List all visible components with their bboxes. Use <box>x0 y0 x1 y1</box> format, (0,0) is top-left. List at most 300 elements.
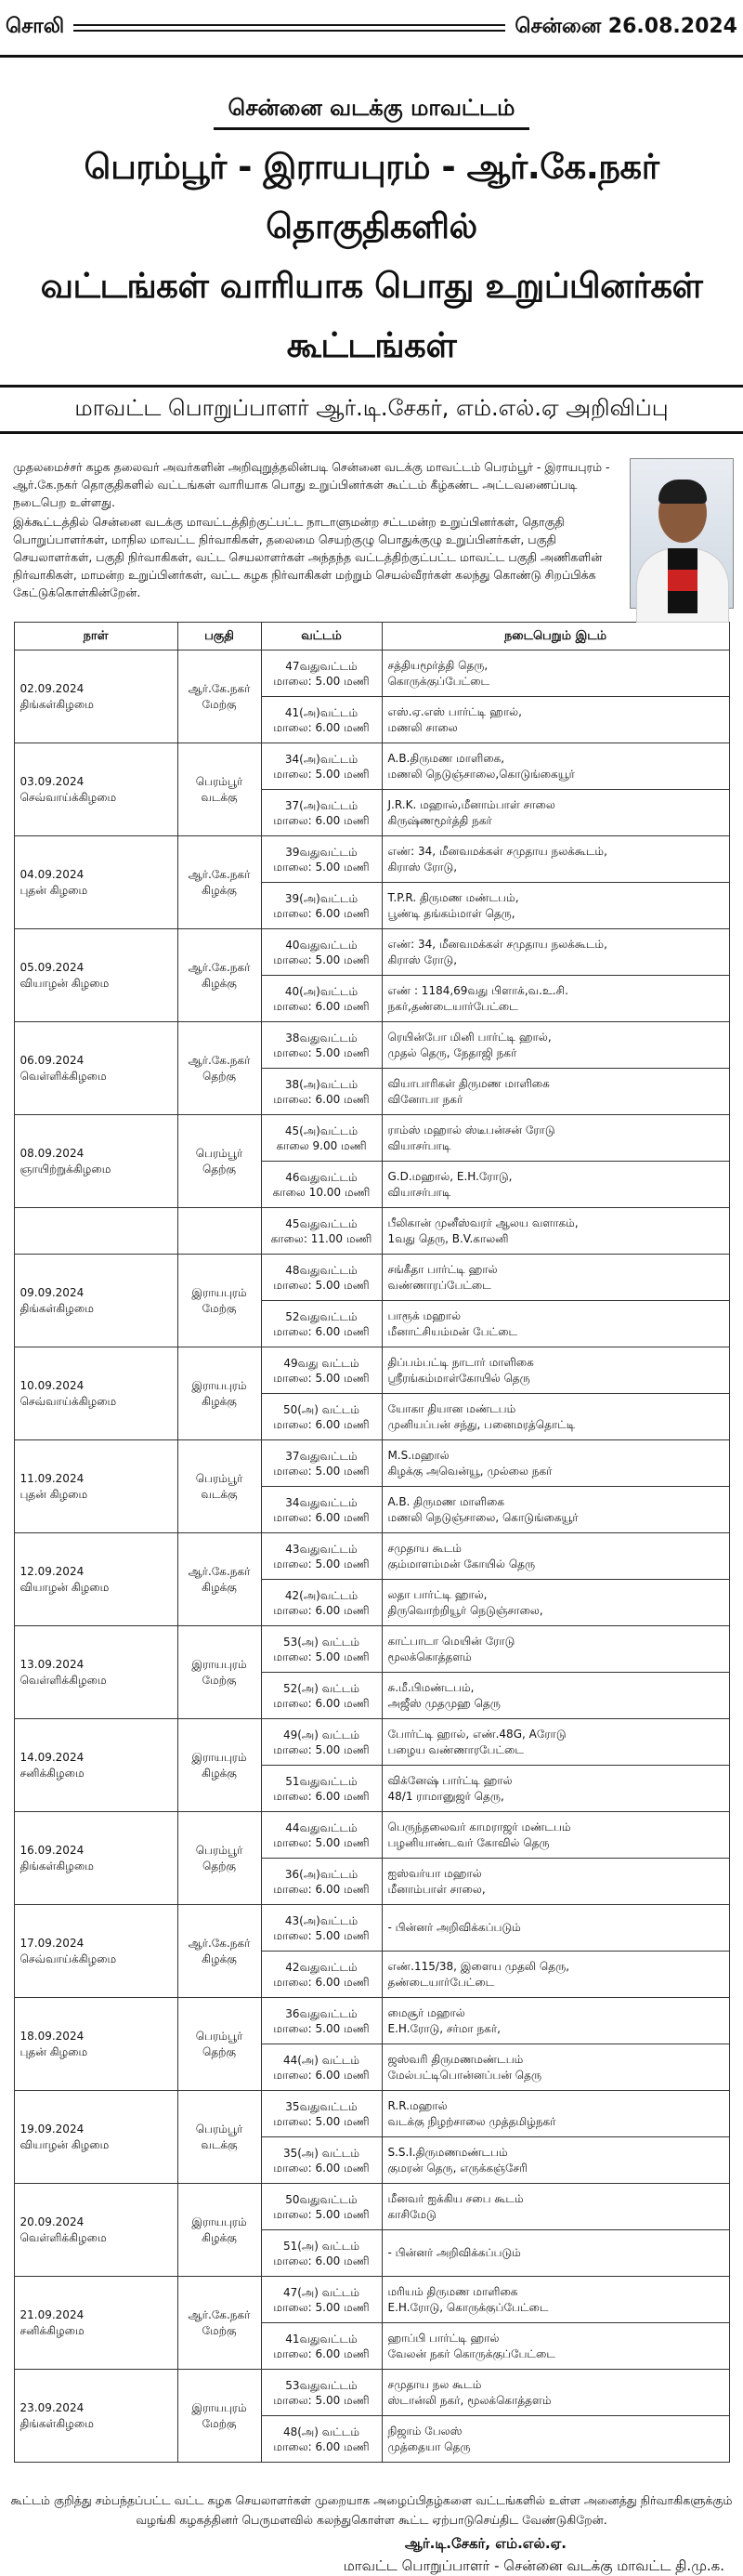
ward-cell <box>261 1766 382 1812</box>
meeting-time: மாலை: 5.00 மணி <box>273 767 370 781</box>
area-name: ஆர்.கே.நகர் <box>188 1564 251 1578</box>
venue-line-1: சத்தியமூர்த்தி தெரு, <box>387 658 489 672</box>
meeting-time: மாலை: 5.00 மணி <box>273 1835 370 1849</box>
ward-name: 43(அ)வட்டம் <box>284 1913 358 1927</box>
venue-line-1: ஹாப்பி பார்ட்டி ஹால் <box>387 2331 500 2345</box>
venue-line-2: வியாசர்பாடி <box>387 1185 451 1199</box>
venue-cell <box>382 1347 729 1394</box>
venue-line-1: ராம்ஸ் மஹால் ஸ்டீபன்சன் ரோடு <box>387 1123 555 1137</box>
ward-name: 48வதுவட்டம் <box>285 1263 358 1277</box>
venue-line-1: T.P.R. திருமண மண்டபம், <box>387 890 519 904</box>
meeting-date: 12.09.2024 <box>20 1564 85 1578</box>
intro-paragraph-1: முதலமைச்சர் கழக தலைவர் அவர்களின் அறிவுறுத்தலின்படி சென்னை வடக்கு மாவட்டம் பெரம்பூர் - இராயபுரம் - ஆர்.கே.நகர் தொகுதிகளில் வட்டங்கள் வாரியாக பொது உறுப்பினர்கள் கூட்டம் கீழ்கண்ட அட்டவணைப்படி நடைபெற உள்ளது. <box>13 460 610 509</box>
venue-line-2: மணலி சாலை <box>387 720 458 734</box>
meeting-day: திங்கள்கிழமை <box>20 1301 94 1315</box>
venue-cell <box>382 697 729 743</box>
venue-cell <box>382 1022 729 1069</box>
meeting-time: மாலை: 6.00 மணி <box>273 1882 370 1896</box>
venue-cell <box>382 2277 729 2323</box>
ward-name: 51(அ) வட்டம் <box>282 2239 360 2253</box>
meeting-day: வெள்ளிக்கிழமை <box>20 1673 107 1687</box>
venue-cell <box>382 1255 729 1301</box>
venue-cell <box>382 976 729 1022</box>
meeting-time: மாலை: 5.00 மணி <box>273 1045 370 1059</box>
masthead-dateline: சென்னை 26.08.2024 <box>515 14 737 38</box>
ward-cell <box>261 2323 382 2370</box>
venue-line-1: J.R.K. மஹால்,மீனாம்பாள் சாலை <box>387 797 555 811</box>
area-name: ஆர்.கே.நகர் <box>188 1053 251 1067</box>
venue-line-2: திருவொற்றியூர் நெடுஞ்சாலை, <box>387 1603 543 1617</box>
venue-line-2: 1வது தெரு, B.V.காலனி <box>387 1231 509 1245</box>
area-cell <box>177 1533 261 1626</box>
venue-line-2: ஸ்டான்லி நகர், மூலக்கொத்தளம் <box>387 2393 552 2407</box>
portrait-photo <box>630 458 734 609</box>
meeting-time: மாலை: 6.00 மணி <box>273 2161 370 2175</box>
signature-title: மாவட்ட பொறுப்பாளர் - சென்னை வடக்கு மாவட்ட தி.மு.க. <box>343 2557 724 2574</box>
meeting-day: வியாழன் கிழமை <box>20 2137 110 2151</box>
meeting-date: 23.09.2024 <box>20 2400 85 2414</box>
date-cell <box>14 1905 177 1998</box>
venue-cell <box>382 743 729 790</box>
meeting-date: 18.09.2024 <box>20 2029 85 2043</box>
meeting-date: 03.09.2024 <box>20 774 85 788</box>
venue-line-2: மணலி நெடுஞ்சாலை, கொடுங்கையூர் <box>387 1510 579 1524</box>
header-ward: வட்டம் <box>261 623 382 651</box>
table-row <box>14 1022 729 1069</box>
ward-cell <box>261 836 382 883</box>
ward-name: 43வதுவட்டம் <box>285 1542 358 1556</box>
area-direction: மேற்கு <box>202 1301 237 1315</box>
meeting-time: மாலை: 5.00 மணி <box>273 2021 370 2035</box>
meeting-day: சனிக்கிழமை <box>20 2323 85 2337</box>
venue-cell <box>382 651 729 697</box>
meeting-day: புதன் கிழமை <box>20 2044 88 2058</box>
venue-cell <box>382 2416 729 2463</box>
venue-line-2: வேலன் நகர் கொருக்குப்பேட்டை <box>387 2346 555 2360</box>
meeting-day: ஞாயிற்றுக்கிழமை <box>20 1162 111 1176</box>
table-row <box>14 1347 729 1394</box>
ward-name: 42வதுவட்டம் <box>285 1960 358 1974</box>
ward-cell <box>261 2370 382 2416</box>
venue-cell <box>382 1859 729 1905</box>
ward-cell <box>261 1998 382 2044</box>
venue-line-2: E.H.ரோடு, சர்மா நகர், <box>387 2021 501 2035</box>
meeting-day: செவ்வாய்க்கிழமை <box>20 790 117 804</box>
table-row <box>14 2184 729 2230</box>
venue-line-1: விக்னேஷ் பார்ட்டி ஹால் <box>387 1773 513 1787</box>
venue-cell <box>382 1440 729 1487</box>
venue-cell <box>382 1673 729 1719</box>
date-cell <box>14 1255 177 1347</box>
area-name: இராயபுரம் <box>191 1750 247 1764</box>
meeting-day: செவ்வாய்க்கிழமை <box>20 1394 117 1408</box>
area-cell <box>177 1347 261 1440</box>
ward-cell <box>261 2184 382 2230</box>
ward-cell <box>261 1255 382 1301</box>
area-direction: மேற்கு <box>202 1673 237 1687</box>
venue-cell <box>382 1115 729 1162</box>
table-row <box>14 1812 729 1859</box>
venue-line-2: மீனாம்பாள் சாலை, <box>387 1882 486 1896</box>
area-direction: மேற்கு <box>202 2416 237 2430</box>
area-cell <box>177 2277 261 2370</box>
meeting-time: மாலை: 6.00 மணி <box>273 1092 370 1106</box>
venue-cell <box>382 1487 729 1533</box>
area-cell <box>177 2184 261 2277</box>
venue-line-1: A.B. திருமண மாளிகை <box>387 1494 505 1508</box>
area-name: இராயபுரம் <box>191 1285 247 1299</box>
venue-cell <box>382 2230 729 2277</box>
venue-line-2: மீனாட்சியம்மன் பேட்டை <box>387 1324 518 1338</box>
ward-name: 35வதுவட்டம் <box>285 2099 358 2113</box>
area-direction: தெற்கு <box>202 2044 236 2058</box>
venue-line-1: எண் : 1184,69வது பிளாக்,வ.உ.சி. <box>387 983 568 997</box>
date-cell <box>14 1022 177 1115</box>
venue-line-1: மைசூர் மஹால் <box>387 2005 465 2019</box>
ward-name: 35(அ) வட்டம் <box>282 2146 360 2160</box>
meeting-time: மாலை: 6.00 மணி <box>273 1789 370 1803</box>
ward-cell <box>261 929 382 976</box>
area-cell <box>177 2091 261 2184</box>
ward-name: 37(அ)வட்டம் <box>284 798 358 812</box>
ward-name: 48(அ) வட்டம் <box>282 2425 360 2438</box>
ward-name: 52வதுவட்டம் <box>285 1309 358 1323</box>
ward-cell <box>261 1580 382 1626</box>
ward-cell <box>261 1487 382 1533</box>
intro-paragraph-2: இக்கூட்டத்தில் சென்னை வடக்கு மாவட்டத்திற்குட்பட்ட நாடாளுமன்ற சட்டமன்ற உறுப்பினர்கள், தொகுதி பொறுப்பாளர்கள், மாநில மாவட்ட நிர்வாகிகள், தலைமை செயற்குழு பொதுக்குழு உறுப்பினர்கள், பகுதி செயலாளர்கள், பகுதி நிர்வாகிகள், வட்ட செயலாளர்கள் அந்தந்த வட்டத்திற்குட்பட்ட மாவட்ட பகுதி அணிகளின் நிர்வாகிகள், மாமன்ற உறுப்பினர்கள், வட்ட கழக நிர்வாகிகள் மற்றும் செயல்வீரர்கள் கலந்து கொண்டு சிறப்பிக்க கேட்டுக்கொள்கின்றேன். <box>13 515 603 599</box>
meeting-time: மாலை: 6.00 மணி <box>273 1417 370 1431</box>
ward-name: 41(அ)வட்டம் <box>284 705 358 719</box>
area-direction: கிழக்கு <box>202 976 237 990</box>
venue-line-1: பீலிகான் முனீஸ்வரர் ஆலய வளாகம், <box>387 1216 579 1229</box>
meeting-time: காலை 10.00 மணி <box>272 1185 371 1199</box>
area-direction: கிழக்கு <box>202 1766 237 1780</box>
ward-name: 38(அ)வட்டம் <box>284 1077 358 1091</box>
venue-line-1: A.B.திருமண மாளிகை, <box>387 751 505 765</box>
ward-cell <box>261 1719 382 1766</box>
meeting-date: 11.09.2024 <box>20 1471 85 1485</box>
ward-cell <box>261 2137 382 2184</box>
venue-line-2: கிழக்கு அவென்யூ, முல்லை நகர் <box>387 1464 553 1478</box>
venue-line-1: எண்.115/38, இளைய முதலி தெரு, <box>387 1959 570 1973</box>
date-cell <box>14 2370 177 2463</box>
table-row <box>14 1905 729 1952</box>
ward-name: 34வதுவட்டம் <box>285 1495 358 1509</box>
area-direction: தெற்கு <box>202 1162 236 1176</box>
venue-line-1: எண்: 34, மீனவமக்கள் சமுதாய நலக்கூடம், <box>387 844 607 858</box>
headline <box>0 138 743 375</box>
ward-cell <box>261 1208 382 1255</box>
venue-line-1: S.S.I.திருமணமண்டபம் <box>387 2145 508 2159</box>
ward-cell <box>261 1394 382 1440</box>
area-cell <box>177 1440 261 1533</box>
venue-line-1: ரெயின்போ மினி பார்ட்டி ஹால், <box>387 1030 552 1044</box>
venue-line-1: வியாபாரிகள் திருமண மாளிகை <box>387 1076 550 1090</box>
meeting-date: 04.09.2024 <box>20 867 85 881</box>
venue-line-1: யோகா தியான மண்டபம் <box>387 1401 516 1415</box>
area-cell <box>177 1998 261 2091</box>
table-row <box>14 1998 729 2044</box>
venue-cell <box>382 1626 729 1673</box>
meeting-time: மாலை: 5.00 மணி <box>273 1649 370 1663</box>
area-name: இராயபுரம் <box>191 1657 247 1671</box>
date-cell <box>14 1533 177 1626</box>
meeting-date: 08.09.2024 <box>20 1146 85 1160</box>
table-row <box>14 1719 729 1766</box>
header-venue: நடைபெறும் இடம் <box>382 623 729 651</box>
meeting-date: 13.09.2024 <box>20 1657 85 1671</box>
venue-line-2: அஜீஸ் முதமுஹ தெரு <box>387 1696 501 1710</box>
area-name: பெரம்பூர் <box>195 1146 243 1160</box>
venue-line-2: பழைய வண்ணாரபேட்டை <box>387 1742 524 1756</box>
date-cell <box>14 2277 177 2370</box>
ward-cell <box>261 1812 382 1859</box>
date-cell <box>14 1626 177 1719</box>
meeting-date: 16.09.2024 <box>20 1843 85 1857</box>
meeting-time: மாலை: 5.00 மணி <box>273 1278 370 1292</box>
venue-line-1: சங்கீதா பார்ட்டி ஹால் <box>387 1262 498 1276</box>
ward-cell <box>261 743 382 790</box>
footnote: கூட்டம் குறித்து சம்பந்தப்பட்ட வட்ட கழக செயலாளர்கள் முறையாக அழைப்பிதழ்களை வட்டங்களில் உள்ள அனைத்து நிர்வாகிகளுக்கும் வழங்கி கழகத்தினர் பெருமளவில் கலந்துகொள்ள கூட்ட ஏற்பாடுசெய்திட வேண்டுகிறேன். <box>10 2493 733 2527</box>
area-direction: கிழக்கு <box>202 2230 237 2244</box>
meeting-date: 17.09.2024 <box>20 1936 85 1950</box>
venue-cell <box>382 1533 729 1580</box>
venue-line-2: 48/1 ராமானுஜர் தெரு, <box>387 1789 504 1803</box>
meeting-date: 21.09.2024 <box>20 2307 85 2321</box>
ward-name: 53(அ) வட்டம் <box>282 1635 360 1649</box>
intro-section <box>0 434 743 609</box>
venue-line-1: - பின்னர் அறிவிக்கப்படும் <box>387 1921 521 1934</box>
ward-cell <box>261 651 382 697</box>
venue-line-2: கிருஷ்ணமூர்த்தி நகர் <box>387 813 492 827</box>
venue-line-1: G.D.மஹால், E.H.ரோடு, <box>387 1169 513 1183</box>
header-date: நாள் <box>14 623 177 651</box>
ward-name: 36(அ)வட்டம் <box>284 1867 358 1881</box>
venue-line-1: எஸ்.ஏ.எஸ் பார்ட்டி ஹால், <box>387 704 522 718</box>
meeting-date: 19.09.2024 <box>20 2122 85 2136</box>
area-direction: கிழக்கு <box>202 1394 237 1408</box>
ward-name: 44(அ) வட்டம் <box>282 2053 360 2067</box>
date-cell <box>14 651 177 743</box>
area-direction: வடக்கு <box>201 790 238 804</box>
area-name: பெரம்பூர் <box>195 1471 243 1485</box>
portrait-scarf <box>668 548 697 613</box>
ward-cell <box>261 1626 382 1673</box>
venue-line-2: கிராஸ் ரோடு, <box>387 860 458 874</box>
ward-name: 40(அ)வட்டம் <box>284 984 358 998</box>
meeting-day: திங்கள்கிழமை <box>20 1859 94 1873</box>
ward-name: 45(அ)வட்டம் <box>284 1124 358 1137</box>
area-cell <box>177 1208 261 1255</box>
venue-cell <box>382 929 729 976</box>
venue-line-1: மரியம் திருமண மாளிகை <box>387 2284 518 2298</box>
date-cell <box>14 1440 177 1533</box>
area-direction: மேற்கு <box>202 697 237 711</box>
meeting-time: மாலை: 5.00 மணி <box>273 1371 370 1385</box>
ward-cell <box>261 1440 382 1487</box>
area-cell <box>177 1719 261 1812</box>
meeting-time: மாலை: 6.00 மணி <box>273 999 370 1013</box>
subheadline: மாவட்ட பொறுப்பாளர் ஆர்.டி.சேகர், எம்.எல்.ஏ அறிவிப்பு <box>0 385 743 434</box>
area-cell <box>177 2370 261 2463</box>
meeting-time: மாலை: 6.00 மணி <box>273 2068 370 2082</box>
venue-line-1: - பின்னர் அறிவிக்கப்படும் <box>387 2246 521 2259</box>
header-area: பகுதி <box>177 623 261 651</box>
ward-cell <box>261 790 382 836</box>
date-cell <box>14 1208 177 1255</box>
meeting-date: 05.09.2024 <box>20 960 85 974</box>
table-row <box>14 1255 729 1301</box>
venue-line-1: பெருந்தலைவர் காமராஜர் மண்டபம் <box>387 1820 571 1833</box>
meeting-time: மாலை: 6.00 மணி <box>273 720 370 734</box>
ward-name: 41வதுவட்டம் <box>285 2332 358 2346</box>
headline-line-2: வட்டங்கள் வாரியாக பொது உறுப்பினர்கள் கூட்டங்கள் <box>40 266 703 365</box>
table-row <box>14 2091 729 2137</box>
venue-line-2: பழனியாண்டவர் கோவில் தெரு <box>387 1835 550 1849</box>
ward-name: 47வதுவட்டம் <box>285 659 358 673</box>
venue-line-1: M.S.மஹால் <box>387 1448 450 1462</box>
venue-cell <box>382 2091 729 2137</box>
venue-cell <box>382 2323 729 2370</box>
date-cell <box>14 2091 177 2184</box>
date-cell <box>14 836 177 929</box>
venue-line-2: வண்ணாரப்பேட்டை <box>387 1278 491 1292</box>
date-cell <box>14 1347 177 1440</box>
date-cell <box>14 1812 177 1905</box>
venue-line-1: லதா பார்ட்டி ஹால், <box>387 1587 488 1601</box>
ward-name: 39(அ)வட்டம் <box>284 891 358 905</box>
meeting-day: வியாழன் கிழமை <box>20 1580 110 1594</box>
meeting-time: மாலை: 5.00 மணி <box>273 1557 370 1571</box>
date-cell <box>14 1115 177 1208</box>
area-name: இராயபுரம் <box>191 1378 247 1392</box>
ward-name: 34(அ)வட்டம் <box>284 752 358 766</box>
venue-line-2: கிராஸ் ரோடு, <box>387 953 458 966</box>
masthead <box>0 0 743 58</box>
headline-line-1: பெரம்பூர் - இராயபுரம் - ஆர்.கே.நகர் தொகுதிகளில் <box>84 147 659 246</box>
schedule-table <box>14 622 730 2463</box>
venue-cell <box>382 2137 729 2184</box>
area-cell <box>177 1812 261 1905</box>
venue-cell <box>382 1719 729 1766</box>
area-cell <box>177 1255 261 1347</box>
venue-line-2: முதல் தெரு, நேதாஜி நகர் <box>387 1045 517 1059</box>
venue-line-2: வினோபா நகர் <box>387 1092 463 1106</box>
area-name: பெரம்பூர் <box>195 1843 243 1857</box>
ward-cell <box>261 1347 382 1394</box>
venue-cell <box>382 1580 729 1626</box>
venue-line-1: ஐஸ்வர்யா மஹால் <box>387 1866 482 1880</box>
meeting-time: மாலை: 6.00 மணி <box>273 906 370 920</box>
ward-name: 49வது வட்டம் <box>283 1356 359 1370</box>
area-name: இராயபுரம் <box>191 2400 247 2414</box>
meeting-time: மாலை: 5.00 மணி <box>273 2114 370 2128</box>
ward-cell <box>261 1022 382 1069</box>
area-direction: மேற்கு <box>202 2323 237 2337</box>
venue-cell <box>382 1208 729 1255</box>
table-row <box>14 2277 729 2323</box>
area-name: ஆர்.கே.நகர் <box>188 681 251 695</box>
ward-cell <box>261 883 382 929</box>
ward-cell <box>261 2277 382 2323</box>
ward-name: 37வதுவட்டம் <box>285 1449 358 1463</box>
area-name: இராயபுரம் <box>191 2215 247 2228</box>
meeting-day: வியாழன் கிழமை <box>20 976 110 990</box>
venue-cell <box>382 1301 729 1347</box>
meeting-day: வெள்ளிக்கிழமை <box>20 1069 107 1083</box>
venue-line-1: பாரூக் மஹால் <box>387 1308 462 1322</box>
meeting-time: மாலை: 5.00 மணி <box>273 953 370 966</box>
venue-cell <box>382 790 729 836</box>
ward-name: 50வதுவட்டம் <box>285 2192 358 2206</box>
meeting-time: மாலை: 5.00 மணி <box>273 2300 370 2314</box>
venue-line-2: முத்தையா தெரு <box>387 2439 471 2453</box>
meeting-time: மாலை: 5.00 மணி <box>273 1742 370 1756</box>
ward-cell <box>261 2044 382 2091</box>
table-row <box>14 1533 729 1580</box>
venue-line-2: கும்மாளம்மன் கோயில் தெரு <box>387 1557 536 1571</box>
meeting-time: மாலை: 6.00 மணி <box>273 1324 370 1338</box>
venue-line-2: குமரன் தெரு, எருக்கஞ்சேரி <box>387 2161 528 2175</box>
ward-name: 47(அ) வட்டம் <box>282 2285 360 2299</box>
venue-line-2: பூண்டி தங்கம்மாள் தெரு, <box>387 906 515 920</box>
masthead-rule <box>73 24 505 32</box>
portrait-hair <box>658 480 707 504</box>
venue-line-2: வியாசர்பாடி <box>387 1138 451 1152</box>
meeting-time: மாலை: 5.00 மணி <box>273 1464 370 1478</box>
area-cell <box>177 836 261 929</box>
area-direction: தெற்கு <box>202 1069 236 1083</box>
venue-line-1: ஜஸ்வரி திருமணமண்டபம் <box>387 2052 524 2066</box>
ward-cell <box>261 1533 382 1580</box>
table-header-row <box>14 623 729 651</box>
venue-cell <box>382 883 729 929</box>
meeting-time: மாலை: 6.00 மணி <box>273 1510 370 1524</box>
area-cell <box>177 1115 261 1208</box>
venue-line-2: மணலி நெடுஞ்சாலை,கொடுங்கையூர் <box>387 767 575 781</box>
venue-line-1: சமுதாய நல கூடம் <box>387 2377 482 2391</box>
venue-line-1: திப்பம்பட்டி நாடார் மாளிகை <box>387 1355 534 1369</box>
ward-cell <box>261 1905 382 1952</box>
ward-name: 38வதுவட்டம் <box>285 1031 358 1045</box>
venue-line-2: தண்டையார்பேட்டை <box>387 1975 495 1989</box>
ward-name: 39வதுவட்டம் <box>285 845 358 859</box>
area-name: ஆர்.கே.நகர் <box>188 960 251 974</box>
ward-name: 46வதுவட்டம் <box>285 1170 358 1184</box>
venue-cell <box>382 1162 729 1208</box>
ward-name: 44வதுவட்டம் <box>285 1820 358 1834</box>
table-row <box>14 2370 729 2416</box>
meeting-date: 14.09.2024 <box>20 1750 85 1764</box>
venue-line-1: சமுதாய கூடம் <box>387 1541 462 1555</box>
ward-cell <box>261 1859 382 1905</box>
table-row <box>14 1440 729 1487</box>
district-title: சென்னை வடக்கு மாவட்டம் <box>214 95 529 130</box>
meeting-time: மாலை: 5.00 மணி <box>273 2207 370 2221</box>
meeting-time: மாலை: 6.00 மணி <box>273 813 370 827</box>
area-name: ஆர்.கே.நகர் <box>188 2307 251 2321</box>
meeting-day: புதன் கிழமை <box>20 883 88 897</box>
signature-name: ஆர்.டி.சேகர், எம்.எல்.ஏ. <box>404 2535 567 2552</box>
venue-line-1: போர்ட்டி ஹால், எண்.48G, Aரோடு <box>387 1727 567 1741</box>
meeting-time: மாலை: 6.00 மணி <box>273 2439 370 2453</box>
table-row <box>14 836 729 883</box>
table-row <box>14 1115 729 1162</box>
venue-cell <box>382 1766 729 1812</box>
ward-cell <box>261 1301 382 1347</box>
meeting-date: 09.09.2024 <box>20 1285 85 1299</box>
ward-name: 51வதுவட்டம் <box>285 1774 358 1788</box>
